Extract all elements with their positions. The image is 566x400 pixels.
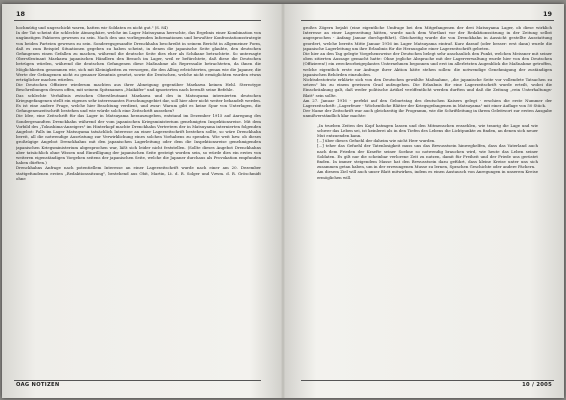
left-body-text	[16, 25, 261, 373]
right-paragraph: Am 27. Januar 1916 - perfekt auf den Geburtstag des deutschen Kaisers gelegt - erschien die erste Nummer der Lagerzeitschrift: „Lagerfeuer - Wöchentliche Blätter der Kriegsgefangenen in Matsuyama" mit einer Auflage von 50 Stück.	[303, 97, 552, 109]
left-footer: OAG NOTIZEN	[16, 382, 60, 388]
left-paragraph: Das schlechte Verhältnis zwischen Oberstleutnant Maekawa und des in Matsuyama internierten deutschen Kriegsgefangenen stellt ein eigenes sehr interessantes Forschungsgebiet dar, soll hier aber nicht weiter behandelt werden. Es ist eine andere Frage, welche hier Beachtung verdient, und zwar: Warum gibt es keine Spur von Unterlagen, die Gefangenenzeitschrift bestehen und wie würde solch eine Zeitschrift aussehen?	[16, 92, 261, 114]
block-quote-paragraph: Am diesem Ziel will auch unser Blatt mitwirken, indem es einen Austausch von Anregungen in unserem Kreise ermöglichen will.	[317, 169, 538, 180]
left-footer-rule	[14, 380, 261, 381]
left-paragraph: Drenckhahns Anfrage nach potentiellem Interesse an einer Lagerzeitschrift wurde nach einer am 20. Dezember stattgefundenen ersten „Redaktionssitzung", bestehend aus Obit, Martin, Lt. d. R. Solger und Vzwm. d. R. Gröschmidt ohne	[16, 165, 261, 181]
block-quote-paragraph: [...] teher das Gefuehl der Tatenlosigkeit muss uns das Bewusstsein hinweghelfen, dass das Vaterland auch nach dem Frieden der Kraefte seiner Soehne so notwendig brauchen wird, wie heute das Leben seiner Soldaten. Es gilt nur die scheinbar verlorene Zeit zu nutzen, damit für Freiheit und der Friede uns gerüstet finden. In immer steigendem Masse hat den Bewusstsein dazu geführt, dass kleine Kreise unter uns sich zusammen getan haben, um in der erzwungenen Musse zu lernen, Sprachen Geschichte oder andere Fächern.	[317, 143, 538, 170]
right-paragraph: Der Name der Zeitschrift war auch gleichzeitig ihr Programm, wie die Schriftleitung in ihrem Geleitwort zur ersten Ausgabe unmißverständlich klar machte:	[303, 108, 552, 119]
right-paragraph: Die hier an den Tag gelegte Vorgehensweise der Deutschen belegt sehr anschaulich den Punkt, welchen Meissner mit seiner oben zitierten Aussage gemacht hatte: Ohne jegliche Absprache mit der Lagerverwaltung wurde hier von den Deutschen (Offizieren!) ein zweckvorbeigeplantes Unternehmen begonnen und erst im allerletzten Augenblick die Maßnahme getroffen, welche eigentlich erste zur Anfrage ihrer Aktion hätte stehen sollen: die notwendige Genehmigung der zuständigen japanischen Behörden einzuholen.	[303, 51, 552, 77]
book-spread	[2, 4, 564, 398]
right-page	[283, 4, 564, 398]
block-quote-paragraph: [...] über dieses Gefuehl der daheim wie nicht Herr wurden.	[317, 138, 436, 144]
left-page-number: 18	[16, 10, 26, 18]
right-page-number: 19	[542, 10, 552, 18]
left-paragraph: Die Idee, eine Zeitschrift für das Lager in Matsuyama herauszugeben, entstand im Dezember 1915 auf Anregung des Sondergesandten Drenckhahn während der vom japanischen Kriegsministerium genehmigten Inspektionsreise. Mit dem Vorbild des „Tokushima-Anzeigers" im Hinterkopf machte Drenckhahn Vertretern der in Matsuyama internierten folgenden Angebot: Falls im Lager Matsuyama tatsächlich Interesse an einer Lagerzeitschrift bestehen sollte, so wäre Drenckhahn bereit, all die notwendige Ausrüstung zur Verwirklichung eines solchen Vorhabens zu spenden. Wie weit bzw. ob dieses großzügige Angebot Drenckhahns mit den japanischen Lagerleitung oder dem die Inspektionsreise genehmigenden japanischen Kriegsministerium abgesprochen war, läßt sich leider nicht feststellen. (Sollte dieses Angebot Drenckhahns aber tatsächlich ohne Wissen und Einwilligung der japanischen Seite gesteigt worden sein, so würde dies ein erstes von weiteren eigenständigen Vorgehen seitens der japanischen Seite, welche die Japaner durchaus als Provokation empfunden haben dürften.)	[16, 113, 261, 166]
left-paragraph: Die Deutschen Offiziere wiederum machten aus ihrer Abneigung gegenüber Maekawa keinen Hehl. Stereotype Beschreibungen dessen offen, mit seinem Spitznamen „Maikäfer" und ignorierten nach bewußt seine Befehle.	[16, 82, 261, 93]
left-page	[2, 4, 283, 398]
right-paragraph: großes Zögern bejaht (eine eigentliche Umfrage bei den Mitgefangenen der drei Matsuyama Lager, ob diese wirklich Interesse an einer Lagerzeitung hätten, wurde nach dem Wortlaut vor der Redaktionssitzung in der Zeitung selbst angesprochen - Anfang Januar durchgeführt). Gleichzeitig wurde die von Drenckhahn in Aussicht gestellte Ausstattung geordert, welche bereits Mitte Januar 1916 im Lager Matsuyama eintraf. Kurz darauf (oder besser: erst dann) wurde die japanische Lagerleitung um ihre Erlaubnis für die Herausgabe einer Lagerzeitschrift gebeten.	[303, 25, 552, 51]
right-header-rule	[301, 20, 554, 21]
right-body-text	[303, 25, 552, 373]
right-footer-rule	[301, 380, 554, 381]
left-paragraph: In der Tat scheint die schlechte Atmosphäre, welche im Lager Matsuyama herrschte, das Ergebnis einer Kombination von ungünstigen Faktoren gewesen zu sein. Nach den uns vorliegenden Informationen und bewußter Konfrontationsstrategie von beiden Parteien gewesen zu sein. Sonderegsgesandte Drenckhahn beschreibt in seinem Bericht in allgemeiner Form, daß es zum Beispiel Situationen gegeben zu haben scheint, in denen die japanische Seite glaubte, den deutschen Gefangenen einen Gefallen zu machen, während die deutsche Seite dies eher als Schikane betrachtete. So untersagte Oberstleutnant Maekawa japanischen Händlern den Besuch im Lager, weil er befürchtete, daß diese die Deutschen betrügen würden, während die deutschen Gefangenen diese Maßnahme als Repressalie betrachteten, da ihnen die Möglichkeiten genommen wie, sich mit Kleinigkeiten zu versorgen, die den Alltag erleichterten, genau wie die Japaner, die Werte der Gefangenen nicht zu genauer Kenntnis gesetzt, sowie die Deutschen, welche nicht ermöglichten wurden etwas erträglicher machen würden.	[16, 30, 261, 83]
right-footer: 10 / 2005	[522, 382, 552, 388]
block-quote-paragraph: „In trueben Zeiten des Kopf hatmgen lassen und den Mitmenschen erzaehlen, wie traurig die Lage und wie schwer das Leben sei, ist keinlerei als in den Tiefen des Lebens die Lichtpunkte zu finden, an denen sich neuer Mut entzuenden kann.	[317, 122, 538, 139]
right-paragraph: Nichtsdestotrotz erklärte sich von den Deutschen gewählte Maßnahme, „die japanische Seite vor vollendete Tatsachen zu setzen" bis zu einem gewissen Grad aufzugehen. Die Erlaubnis für eine Lagerzeitschrift wurde erteilt, wobei die Einschränkung galt, daß weder politische Artikel veröffentlicht werden durften und daß die Zeitung „rein Unterhaltungs-Blatt" sein sollte.	[303, 77, 552, 98]
left-header-rule	[14, 20, 261, 21]
left-paragraph: hochmütig und ungeschickt waren, hatten wir Soldaten es nicht gut." (S. 84)	[16, 25, 168, 30]
